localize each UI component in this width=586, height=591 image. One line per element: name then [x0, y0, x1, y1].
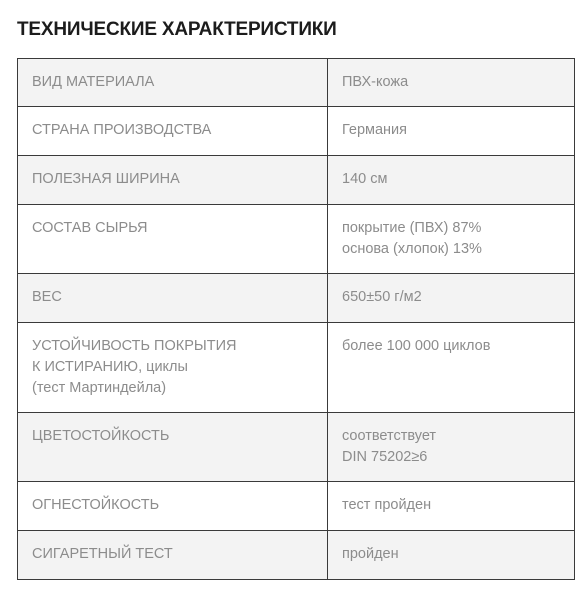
- spec-value: [328, 59, 575, 107]
- spec-value: [328, 482, 575, 531]
- spec-value-line: основа (хлопок) 13%: [342, 241, 482, 257]
- spec-value-line: более 100 000 циклов: [342, 338, 491, 354]
- table-row: [18, 274, 575, 323]
- spec-label-line: СИГАРЕТНЫЙ ТЕСТ: [32, 546, 173, 562]
- spec-value-line: 650±50 г/м2: [342, 289, 422, 305]
- spec-label-line: ПОЛЕЗНАЯ ШИРИНА: [32, 171, 180, 187]
- table-row: [18, 156, 575, 205]
- spec-label: [18, 156, 328, 205]
- spec-value-line: соответствует: [342, 428, 437, 444]
- spec-label: [18, 59, 328, 107]
- spec-label-line: ЦВЕТОСТОЙКОСТЬ: [32, 428, 170, 444]
- spec-value-line: Германия: [342, 122, 408, 138]
- spec-label: [18, 413, 328, 482]
- spec-value-line: покрытие (ПВХ) 87%: [342, 220, 482, 236]
- spec-label-line: ВИД МАТЕРИАЛА: [32, 74, 155, 90]
- spec-value: [328, 531, 575, 580]
- spec-value: [328, 274, 575, 323]
- table-row: [18, 107, 575, 156]
- table-row: [18, 59, 575, 107]
- spec-label-line: УСТОЙЧИВОСТЬ ПОКРЫТИЯ: [32, 338, 237, 354]
- table-row: [18, 531, 575, 580]
- page-title: ТЕХНИЧЕСКИЕ ХАРАКТЕРИСТИКИ: [17, 19, 337, 40]
- spec-label: [18, 323, 328, 413]
- table-row: [18, 413, 575, 482]
- spec-value: [328, 205, 575, 274]
- spec-value: [328, 156, 575, 205]
- spec-label: [18, 205, 328, 274]
- spec-value-line: 140 см: [342, 171, 388, 187]
- spec-label-line: СТРАНА ПРОИЗВОДСТВА: [32, 122, 212, 138]
- spec-label: [18, 482, 328, 531]
- spec-value-line: тест пройден: [342, 497, 432, 513]
- spec-label-line: СОСТАВ СЫРЬЯ: [32, 220, 148, 236]
- specs-table: [17, 58, 575, 580]
- spec-label: [18, 531, 328, 580]
- table-row: [18, 205, 575, 274]
- spec-value: [328, 413, 575, 482]
- spec-value: [328, 323, 575, 413]
- spec-label-line: (тест Мартиндейла): [32, 380, 167, 396]
- table-row: [18, 323, 575, 413]
- spec-label-line: К ИСТИРАНИЮ, циклы: [32, 359, 188, 375]
- spec-label-line: ВЕС: [32, 289, 62, 305]
- spec-value: [328, 107, 575, 156]
- spec-value-line: DIN 75202≥6: [342, 449, 428, 465]
- spec-value-line: пройден: [342, 546, 399, 562]
- spec-label: [18, 107, 328, 156]
- table-row: [18, 482, 575, 531]
- spec-label-line: ОГНЕСТОЙКОСТЬ: [32, 497, 160, 513]
- spec-value-line: ПВХ-кожа: [342, 74, 409, 90]
- spec-label: [18, 274, 328, 323]
